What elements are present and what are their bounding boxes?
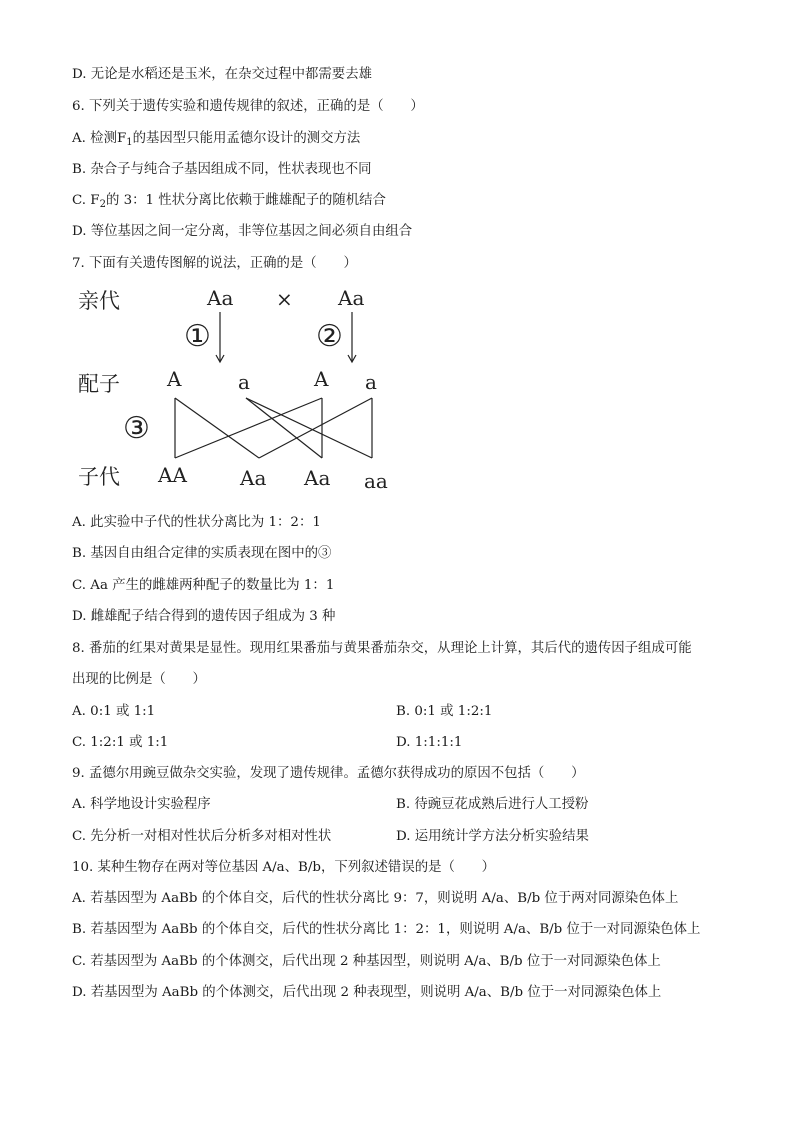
row-label-gamete: 配子 [78,372,120,396]
q6-option-d: D. 等位基因之间一定分离，非等位基因之间必须自由组合 [72,224,413,239]
step-marker-3: ③ [123,411,150,446]
q7-stem: 7. 下面有关遗传图解的说法，正确的是（ ） [72,256,357,271]
row-label-parent: 亲代 [78,289,120,313]
q6-option-c-sub: 2 [99,199,106,210]
q5-option-d: D. 无论是水稻还是玉米，在杂交过程中都需要去雄 [72,67,372,82]
q8-option-d: D. 1:1:1:1 [396,735,463,750]
q8-option-c: C. 1:2:1 或 1:1 [72,735,169,750]
gamete-3: A [314,367,329,391]
offspring-genotype-4: aa [364,469,388,493]
fertilization-line [259,398,372,458]
q6-option-b: B. 杂合子与纯合子基因组成不同，性状表现也不同 [72,162,372,177]
gamete-1: A [167,367,182,391]
fertilization-line [175,398,259,458]
step-marker-1: ① [184,319,211,354]
q9-stem: 9. 孟德尔用豌豆做杂交实验，发现了遗传规律。孟德尔获得成功的原因不包括（ ） [72,766,585,781]
step-marker-2: ② [316,319,343,354]
gamete-4: a [365,370,377,394]
q7-option-b: B. 基因自由组合定律的实质表现在图中的③ [72,546,332,561]
offspring-genotype-3: Aa [304,466,331,490]
parent-genotype-1: Aa [207,286,234,310]
q10-option-c: C. 若基因型为 AaBb 的个体测交，后代出现 2 种基因型，则说明 A/a、B/b 位于一对同源染色体上 [72,954,661,969]
q9-option-c: C. 先分析一对相对性状后分析多对相对性状 [72,829,332,844]
genetic-cross-diagram [68,282,408,504]
q6-stem: 6. 下列关于遗传实验和遗传规律的叙述，正确的是（ ） [72,99,424,114]
q10-option-b: B. 若基因型为 AaBb 的个体自交，后代的性状分离比 1：2：1，则说明 A/a、B/b 位于一对同源染色体上 [72,922,701,937]
q6-option-c [72,192,386,214]
q6-option-a-sub: 1 [126,137,133,148]
q6-option-a [72,130,360,152]
q9-option-a: A. 科学地设计实验程序 [72,797,211,812]
q8-stem-line-2: 出现的比例是（ ） [72,672,206,687]
q8-stem-line-1: 8. 番茄的红果对黄果是显性。现用红果番茄与黄果番茄杂交，从理论上计算，其后代的遗传因子组成可能 [72,641,692,656]
fertilization-line [246,398,322,458]
offspring-genotype-2: Aa [240,466,267,490]
cross-symbol: × [276,287,293,311]
q7-option-c: C. Aa 产生的雌雄两种配子的数量比为 1：1 [72,578,335,593]
offspring-genotype-1: AA [158,463,187,487]
q9-option-b: B. 待豌豆花成熟后进行人工授粉 [396,797,589,812]
q7-option-a: A. 此实验中子代的性状分离比为 1：2：1 [72,515,321,530]
gamete-2: a [238,370,250,394]
fertilization-line [175,398,322,458]
q6-option-a-post: 的基因型只能用孟德尔设计的测交方法 [132,131,361,146]
q6-option-a-pre: A. 检测F [72,131,127,146]
q10-option-a: A. 若基因型为 AaBb 的个体自交，后代的性状分离比 9：7，则说明 A/a、B/b 位于两对同源染色体上 [72,891,679,906]
q10-option-d: D. 若基因型为 AaBb 的个体测交，后代出现 2 种表现型，则说明 A/a、B/b 位于一对同源染色体上 [72,985,662,1000]
q8-option-a: A. 0:1 或 1:1 [72,704,156,719]
fertilization-line [246,398,372,458]
q7-option-d: D. 雌雄配子结合得到的遗传因子组成为 3 种 [72,609,336,624]
row-label-offspring: 子代 [78,465,120,489]
q6-option-c-post: 的 3：1 性状分离比依赖于雌雄配子的随机结合 [105,193,386,208]
q8-option-b: B. 0:1 或 1:2:1 [396,704,493,719]
parent-genotype-2: Aa [338,286,365,310]
q6-option-c-pre: C. F [72,193,100,208]
q10-stem: 10. 某种生物存在两对等位基因 A/a、B/b，下列叙述错误的是（ ） [72,860,496,875]
q9-option-d: D. 运用统计学方法分析实验结果 [396,829,589,844]
